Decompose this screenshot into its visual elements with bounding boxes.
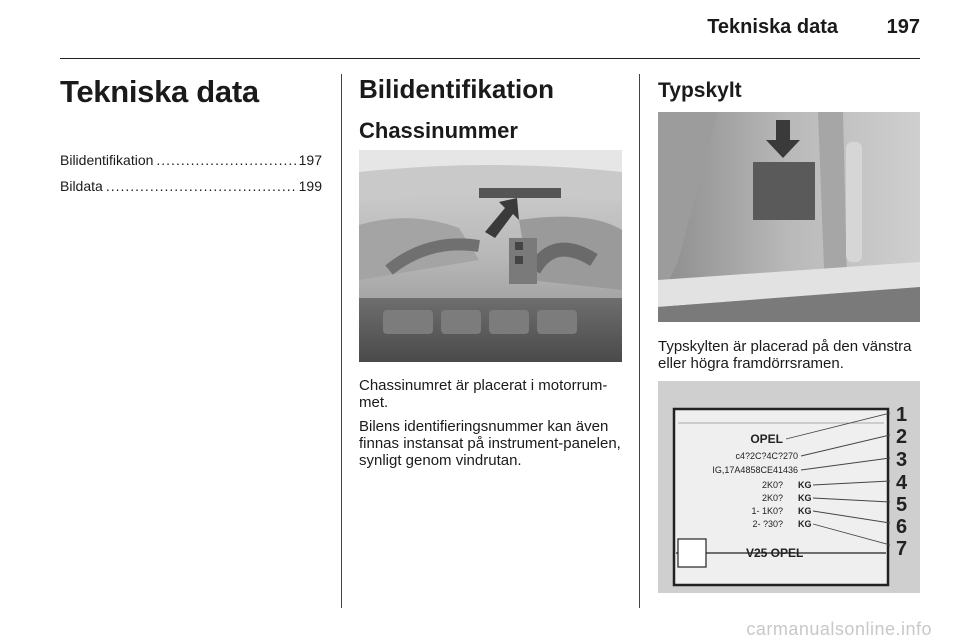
plate-unit-4: KG [798, 519, 812, 529]
toc-entry[interactable] [60, 178, 322, 194]
section-title: Bilidentifikation [359, 74, 554, 104]
plate-line-weight-1: 2K0? [761, 480, 783, 490]
plate-line-opel: OPEL [750, 432, 783, 446]
plate-line-manufacturer: V25 OPEL [746, 546, 804, 560]
toc-entry-label: Bilidentifikation [60, 152, 154, 168]
plate-unit-3: KG [798, 506, 812, 516]
callout-4: 4 [896, 472, 908, 494]
toc-leader [106, 178, 296, 194]
watermark-text: carmanualsonline.info [746, 619, 932, 639]
toc-entry-page: 197 [298, 152, 322, 168]
toc-entry-page: 199 [298, 178, 322, 194]
chapter-title: Tekniska data [60, 74, 259, 109]
vin-dashboard-text: Bilens identifieringsnummer kan även finnas instansat på instrument-panelen, synligt genom vindrutan. [359, 418, 621, 469]
plate-line-approval: c4?2C?4C?270 [735, 451, 798, 461]
chassis-location-text: Chassinumret är placerat i motorrum-met. [359, 377, 608, 411]
door-frame-photo [658, 112, 920, 322]
callout-1: 1 [896, 404, 908, 426]
engine-bay-photo [359, 150, 622, 362]
plate-line-vin: IG,17A4858CE41436 [712, 465, 798, 475]
plate-line-weight-2: 2K0? [761, 493, 783, 503]
subsection-title: Chassinummer [359, 118, 518, 143]
running-header-title: Tekniska data [707, 16, 838, 38]
page-number: 197 [886, 16, 920, 38]
header-rule [60, 58, 920, 59]
type-plate-location-text: Typskylten är placerad på den vänstra eller högra framdörrsramen. [658, 338, 912, 372]
toc-entry-label: Bildata [60, 178, 103, 194]
plate-line-axle-2: 2- ?30? [752, 519, 783, 529]
plate-line-axle-1: 1- 1K0? [751, 506, 783, 516]
toc-leader [156, 152, 295, 168]
callout-3: 3 [896, 449, 908, 471]
plate-unit-1: KG [798, 480, 812, 490]
type-plate-diagram [658, 381, 920, 593]
callout-5: 5 [896, 494, 908, 516]
column-divider-1 [341, 74, 342, 608]
callout-6: 6 [896, 516, 908, 538]
column-divider-2 [639, 74, 640, 608]
callout-2: 2 [896, 426, 908, 448]
plate-unit-2: KG [798, 493, 812, 503]
type-plate-title: Typskylt [658, 79, 742, 102]
toc-entry[interactable] [60, 152, 322, 168]
callout-7: 7 [896, 538, 908, 560]
